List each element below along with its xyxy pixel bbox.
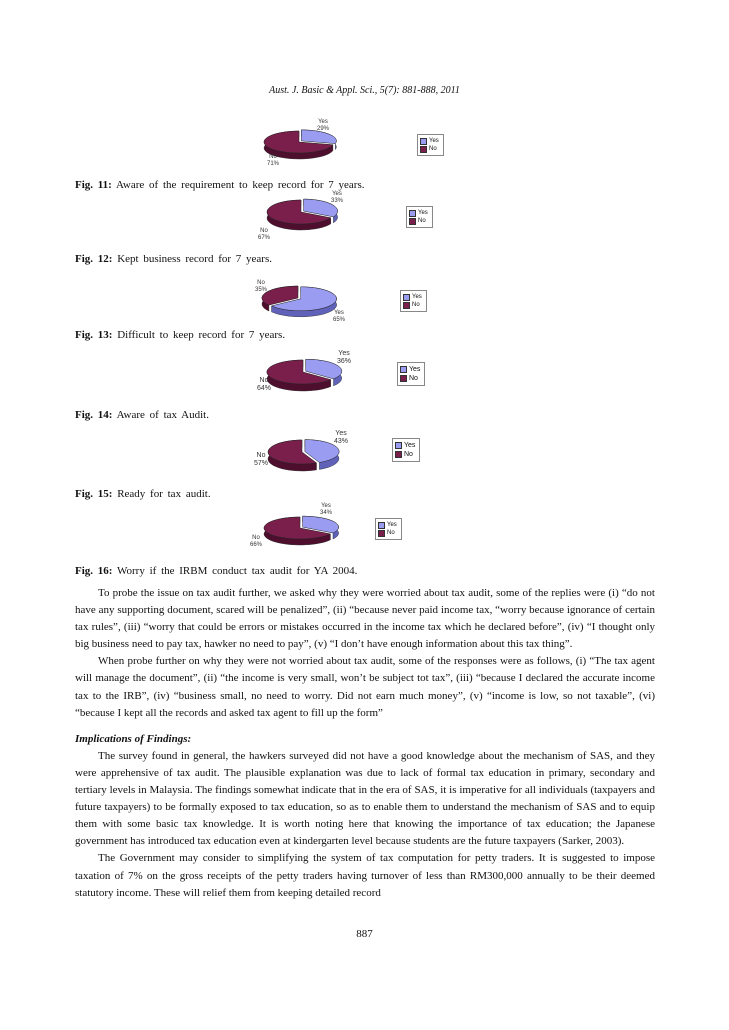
no-swatch [395,451,402,458]
figure-caption: Fig. 16: Worry if the IRBM conduct tax audit for YA 2004. [75,565,358,577]
figure-caption: Fig. 12: Kept business record for 7 years. [75,253,272,265]
no-swatch [403,302,410,309]
no-label: No 64% [257,377,272,392]
yes-label: Yes 33% [331,191,344,204]
paragraph: To probe the issue on tax audit further, we asked why they were worried about tax audit, some of the replies were (i) “do not have any supporting document, scared will be penalized”, (ii) “because never paid income tax, “worry because ignorance of certain tax rules”, (iii) “worry that could be errors or mistakes occurred in the income tax which he declared before”, (iv) “I thought only big business need to pay tax, hawker no need to pay”, (v) “I don’t have enough information about this tax thing”. [75,587,655,651]
no-swatch [400,375,407,382]
yes-label: Yes 36% [337,350,352,365]
yes-label: Yes 29% [317,119,330,132]
yes-swatch [420,138,427,145]
paragraph: When probe further on why they were not worried about tax audit, some of the responses were as follows, (i) “The tax agent will manage the document”, (ii) “the income is very small, won’t be subject tot tax”, (iii) “because I declared the accurate income tax to the IRB”, (iv) “business small, no need to worry. Did not earn much money”, (v) “income is low, so not taxable”, (vi) “because I kept all the records and asked tax agent to fill up the form” [75,655,655,719]
pie-chart-fig11 [255,116,455,172]
no-swatch [420,146,427,153]
chart-legend: Yes No [417,134,444,156]
page-number: 887 [356,928,373,940]
yes-swatch [378,522,385,529]
chart-legend: Yes No [397,362,425,386]
yes-label: Yes 34% [320,503,333,516]
no-swatch [409,218,416,225]
section-title: Implications of Findings: [75,732,192,745]
no-label: No 71% [267,154,280,167]
chart-legend: Yes No [400,290,427,312]
no-label: No 35% [255,280,268,293]
body-text [75,585,655,902]
figure-caption: Fig. 15: Ready for tax audit. [75,488,211,500]
figure-caption: Fig. 14: Aware of tax Audit. [75,409,209,421]
chart-legend: Yes No [406,206,433,228]
yes-label: Yes 43% [334,430,349,445]
figure-caption: Fig. 13: Difficult to keep record for 7 years. [75,329,286,341]
yes-label: Yes 65% [333,310,346,323]
no-swatch [378,530,385,537]
paragraph: The survey found in general, the hawkers surveyed did not have a good knowledge about the mechanism of SAS, and they were apprehensive of tax audit. The plausible explanation was due to lack of formal tax education in primary, secondary and tertiary levels in Malaysia. The findings somewhat indicate that in the era of SAS, it is imperative for all individuals (taxpayers and future taxpayers) to be formally exposed to tax education, so as to enable them to understand the mechanism of SAS and to equip them with some basic tax knowledge. It is worth noting here that knowing the importance of tax education; the Japanese government has introduced tax education even at kindergarten level because students are the future taxpayers (Sarker, 2003). [75,749,655,848]
pie-chart-fig16 [250,502,450,556]
yes-swatch [403,294,410,301]
yes-swatch [395,442,402,449]
no-label: No 57% [254,452,269,467]
no-label: No 67% [258,228,271,241]
figure-caption: Fig. 11: Aware of the requirement to keep record for 7 years. [75,179,365,191]
running-header: Aust. J. Basic & Appl. Sci., 5(7): 881-888, 2011 [269,85,460,96]
pie-chart-fig14 [255,348,455,400]
no-label: No 66% [250,535,263,548]
chart-legend: Yes No [375,518,402,540]
yes-swatch [400,366,407,373]
yes-swatch [409,210,416,217]
chart-legend: Yes No [392,438,420,462]
pie-chart-fig13 [250,278,450,328]
pie-chart-fig15 [252,428,452,480]
pie-chart-fig12 [255,190,455,246]
paragraph: The Government may consider to simplifying the system of tax computation for petty traders. It is suggested to impose taxation of 7% on the gross receipts of the petty traders having turnover of less than RM300,000 annually to be their deemed statutory income. These will relief them from keeping detailed record [75,852,655,899]
